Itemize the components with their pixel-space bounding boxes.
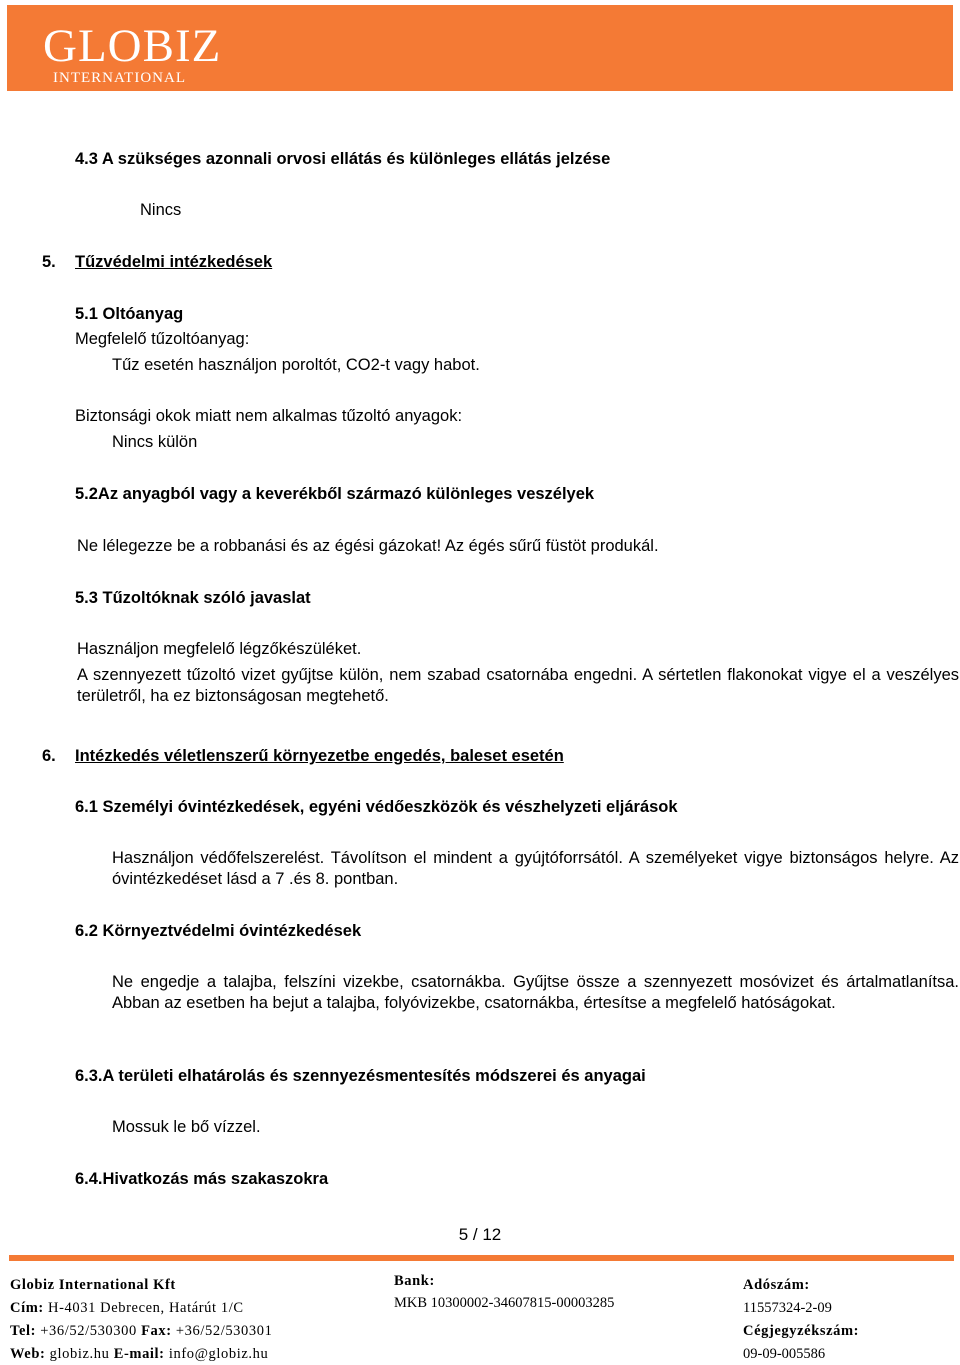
company-logo: GLOBIZ <box>43 20 222 72</box>
footer-reg-value: 09-09-005586 <box>743 1346 826 1362</box>
section-6-1-text: Használjon védőfelszerelést. Távolítson el mindent a gyújtóforrsától. A személyeket vigye biztonságos helyre. Az óvintézkedéset lásd a 7 .és 8. pontban. <box>112 849 959 888</box>
section-6-1-title: 6.1 Személyi óvintézkedések, egyéni védőeszközök és vészhelyzeti eljárások <box>75 798 678 816</box>
footer-web <box>10 1345 268 1363</box>
page-number: 5 / 12 <box>458 1225 502 1244</box>
footer-company: Globiz International Kft <box>10 1277 176 1293</box>
section-6-3-text: Mossuk le bő vízzel. <box>112 1118 261 1136</box>
section-5-1-label: Megfelelő tűzoltóanyag: <box>75 330 250 348</box>
footer-divider <box>9 1255 954 1261</box>
footer-fax-label: Fax: <box>141 1323 172 1339</box>
section-5-3-line2: A szennyezett tűzoltó vizet gyűjtse külön, nem szabad csatornába engedni. A sértetlen flakonokat vigye el a veszélyes területről, ha ez biztonságosan megtehető. <box>77 666 959 705</box>
section-4-3-title: 4.3 A szükséges azonnali orvosi ellátás és különleges ellátás jelzése <box>75 150 611 168</box>
section-5-2-title: 5.2Az anyagból vagy a keverékből származó különleges veszélyek <box>75 485 595 503</box>
section-5-1-title: 5.1 Oltóanyag <box>75 305 184 323</box>
section-5-title: Tűzvédelmi intézkedések <box>75 253 273 271</box>
section-5-1-unsuitable-text: Nincs külön <box>112 433 198 451</box>
section-5-3-title: 5.3 Tűzoltóknak szóló javaslat <box>75 589 311 607</box>
footer-tel-label: Tel: <box>10 1323 37 1339</box>
footer-address <box>10 1299 244 1317</box>
footer-web-label: Web: <box>10 1346 46 1362</box>
section-5-1-text: Tűz esetén használjon poroltót, CO2-t vagy habot. <box>112 356 480 374</box>
section-6-title: Intézkedés véletlenszerű környezetbe engedés, baleset esetén <box>75 747 564 765</box>
section-5-1-unsuitable-label: Biztonsági okok miatt nem alkalmas tűzoltó anyagok: <box>75 407 463 425</box>
section-4-3-text: Nincs <box>140 201 182 219</box>
section-6-4-title: 6.4.Hivatkozás más szakaszokra <box>75 1170 329 1188</box>
footer-tax-label: Adószám: <box>743 1277 810 1293</box>
footer-email-value[interactable]: info@globiz.hu <box>168 1346 269 1362</box>
company-logo-subtitle: INTERNATIONAL <box>53 70 186 86</box>
footer-fax-value: +36/52/530301 <box>175 1323 273 1339</box>
footer-phone <box>10 1322 272 1340</box>
footer-tel-value: +36/52/530300 <box>40 1323 137 1339</box>
footer-bank-label: Bank: <box>394 1273 435 1289</box>
footer-address-value: H-4031 Debrecen, Határút 1/C <box>48 1300 244 1316</box>
section-6-3-title: 6.3.A területi elhatárolás és szennyezésmentesítés módszerei és anyagai <box>75 1067 646 1085</box>
section-5-3-line1: Használjon megfelelő légzőkészüléket. <box>77 640 362 658</box>
section-6-2-title: 6.2 Környeztvédelmi óvintézkedések <box>75 922 362 940</box>
footer-reg-label: Cégjegyzékszám: <box>743 1323 860 1339</box>
footer-tax-value: 11557324-2-09 <box>743 1300 832 1316</box>
footer-email-label: E-mail: <box>113 1346 165 1362</box>
section-5-number: 5. <box>42 253 56 271</box>
header-bar <box>7 5 953 91</box>
section-5-2-text: Ne lélegezze be a robbanási és az égési gázokat! Az égés sűrű füstöt produkál. <box>77 537 659 555</box>
footer-address-label: Cím: <box>10 1300 44 1316</box>
footer-bank-value: MKB 10300002-34607815-00003285 <box>394 1295 615 1311</box>
section-6-2-text: Ne engedje a talajba, felszíni vizekbe, csatornákba. Gyűjtse össze a szennyezett mosóvizet és ártalmatlanítsa. Abban az esetben ha bejut a talajba, folyóvizekbe, csatornákba, értesítse a megfelelő hatóságokat. <box>112 973 959 1012</box>
footer-web-value[interactable]: globiz.hu <box>49 1346 110 1362</box>
section-6-number: 6. <box>42 747 56 765</box>
